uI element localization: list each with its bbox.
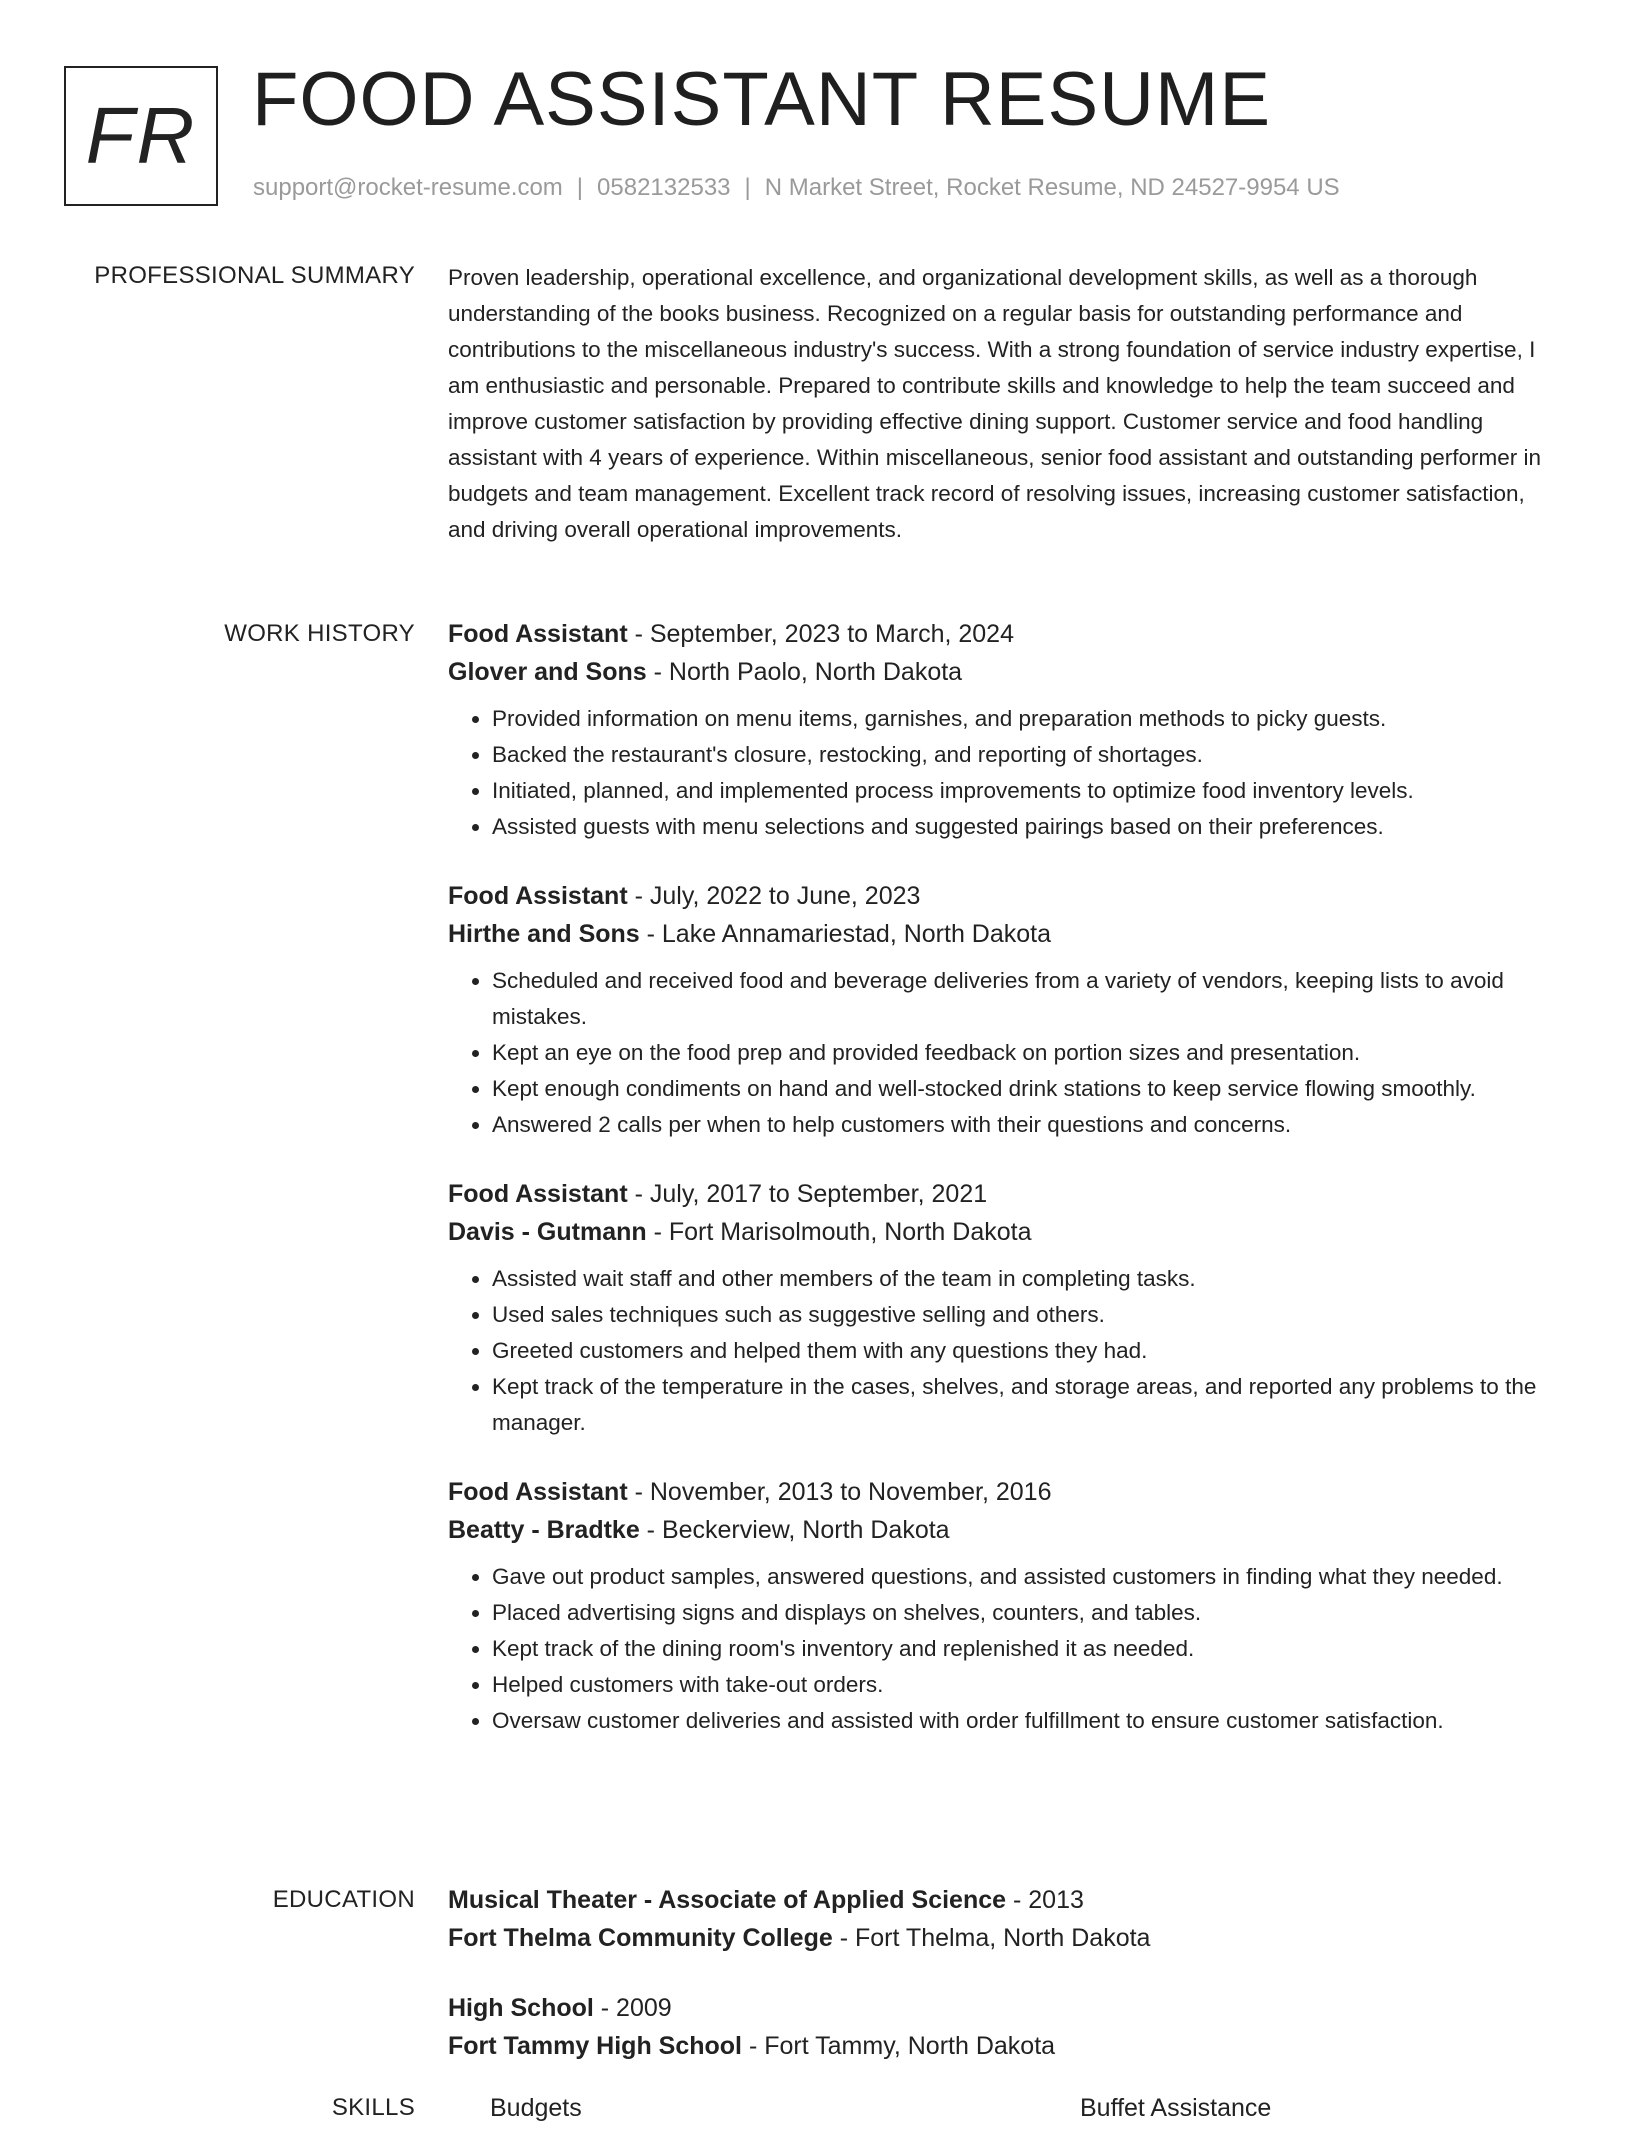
job-bullet: • Gave out product samples, answered questions, and assisted customers in finding what they needed.	[492, 1559, 1568, 1595]
summary-label: PROFESSIONAL SUMMARY	[94, 262, 415, 289]
job-entry	[448, 615, 1568, 845]
job-company: Beatty - Bradtke	[448, 1516, 640, 1544]
job-title: Food Assistant	[448, 1180, 628, 1208]
job-bullet: • Kept an eye on the food prep and provided feedback on portion sizes and presentation.	[492, 1035, 1568, 1071]
job-bullets	[448, 963, 1568, 1143]
job-bullet: • Scheduled and received food and beverage deliveries from a variety of vendors, keeping lists to avoid mistakes.	[492, 963, 1568, 1035]
job-bullet: • Assisted wait staff and other members of the team in completing tasks.	[492, 1261, 1568, 1297]
job-company-line	[448, 1511, 1568, 1549]
skills-section	[0, 2094, 1632, 2134]
job-title-line	[448, 615, 1568, 653]
job-bullet: • Kept track of the dining room's inventory and replenished it as needed.	[492, 1631, 1568, 1667]
job-dates: - November, 2013 to November, 2016	[627, 1478, 1052, 1506]
job-company: Hirthe and Sons	[448, 920, 640, 948]
job-dates: - September, 2023 to March, 2024	[627, 620, 1014, 648]
job-title-line	[448, 1175, 1568, 1213]
job-location: - North Paolo, North Dakota	[646, 658, 963, 686]
education-year: - 2013	[1006, 1886, 1084, 1914]
job-bullets	[448, 701, 1568, 845]
page-title: FOOD ASSISTANT RESUME	[252, 57, 1272, 142]
job-bullet: • Used sales techniques such as suggestive selling and others.	[492, 1297, 1568, 1333]
education-degree: High School	[448, 1994, 594, 2022]
job-title: Food Assistant	[448, 620, 628, 648]
monogram-logo: FR	[64, 66, 218, 206]
job-dates: - July, 2017 to September, 2021	[627, 1180, 988, 1208]
education-entry	[448, 1881, 1568, 1957]
job-bullet: • Oversaw customer deliveries and assisted with order fulfillment to ensure customer satisfaction.	[492, 1703, 1568, 1739]
job-company-line	[448, 653, 1568, 691]
education-degree-line	[448, 1989, 1568, 2027]
summary-text: Proven leadership, operational excellence, and organizational development skills, as well as a thorough understanding of the books business. Recognized on a regular basis for outstanding performance and contributions to the miscellaneous industry's success. With a strong foundation of service industry expertise, I am enthusiastic and personable. Prepared to contribute skills and knowledge to help the team succeed and improve customer satisfaction by providing effective dining support. Customer service and food handling assistant with 4 years of experience. Within miscellaneous, senior food assistant and outstanding performer in budgets and team management. Excellent track record of resolving issues, increasing customer satisfaction, and driving overall operational improvements.	[448, 265, 1542, 542]
education-label: EDUCATION	[272, 1886, 415, 1913]
job-location: - Fort Marisolmouth, North Dakota	[646, 1218, 1032, 1246]
job-title: Food Assistant	[448, 1478, 628, 1506]
education-school-line	[448, 2027, 1568, 2065]
job-bullet: • Helped customers with take-out orders.	[492, 1667, 1568, 1703]
job-bullets	[448, 1261, 1568, 1441]
job-title: Food Assistant	[448, 882, 628, 910]
skills-label: SKILLS	[331, 2094, 415, 2121]
job-bullet: • Backed the restaurant's closure, restocking, and reporting of shortages.	[492, 737, 1568, 773]
job-company-line	[448, 915, 1568, 953]
education-school: Fort Thelma Community College	[448, 1924, 833, 1952]
education-entry	[448, 1989, 1568, 2065]
job-bullet: • Assisted guests with menu selections and suggested pairings based on their preferences.	[492, 809, 1568, 845]
contact-separator: |	[744, 174, 751, 201]
work-history-label: WORK HISTORY	[224, 620, 415, 647]
job-bullet: • Kept track of the temperature in the cases, shelves, and storage areas, and reported any problems to the manager.	[492, 1369, 1568, 1441]
skill-item: Buffet Assistance	[1080, 2094, 1272, 2122]
job-company: Glover and Sons	[448, 658, 647, 686]
job-entry	[448, 877, 1568, 1143]
contact-line	[253, 174, 1340, 202]
job-bullet: • Answered 2 calls per when to help customers with their questions and concerns.	[492, 1107, 1568, 1143]
skill-item: Budgets	[490, 2094, 582, 2122]
job-bullet: • Kept enough condiments on hand and well-stocked drink stations to keep service flowing smoothly.	[492, 1071, 1568, 1107]
job-location: - Lake Annamariestad, North Dakota	[639, 920, 1052, 948]
education-location: - Fort Tammy, North Dakota	[742, 2032, 1056, 2060]
job-bullet: • Initiated, planned, and implemented process improvements to optimize food inventory levels.	[492, 773, 1568, 809]
job-bullet: • Placed advertising signs and displays on shelves, counters, and tables.	[492, 1595, 1568, 1631]
education-degree-line	[448, 1881, 1568, 1919]
job-company-line	[448, 1213, 1568, 1251]
education-location: - Fort Thelma, North Dakota	[832, 1924, 1151, 1952]
job-entry	[448, 1473, 1568, 1739]
contact-separator: |	[576, 174, 584, 201]
education-body	[448, 1881, 1568, 2097]
job-company: Davis - Gutmann	[448, 1218, 647, 1246]
job-bullet: • Provided information on menu items, garnishes, and preparation methods to picky guests.	[492, 701, 1568, 737]
job-bullets	[448, 1559, 1568, 1739]
contact-address: N Market Street, Rocket Resume, ND 24527-9954 US	[764, 174, 1340, 201]
education-degree: Musical Theater - Associate of Applied Science	[448, 1886, 1007, 1914]
contact-phone: 0582132533	[597, 174, 731, 201]
job-bullet: • Greeted customers and helped them with any questions they had.	[492, 1333, 1568, 1369]
job-title-line	[448, 1473, 1568, 1511]
job-location: - Beckerview, North Dakota	[639, 1516, 950, 1544]
job-title-line	[448, 877, 1568, 915]
education-school: Fort Tammy High School	[448, 2032, 742, 2060]
summary-body	[448, 260, 1568, 548]
education-year: - 2009	[593, 1994, 672, 2022]
education-school-line	[448, 1919, 1568, 1957]
job-entry	[448, 1175, 1568, 1441]
work-history-body	[448, 615, 1568, 1771]
job-dates: - July, 2022 to June, 2023	[627, 882, 921, 910]
contact-email: support@rocket-resume.com	[253, 174, 563, 201]
